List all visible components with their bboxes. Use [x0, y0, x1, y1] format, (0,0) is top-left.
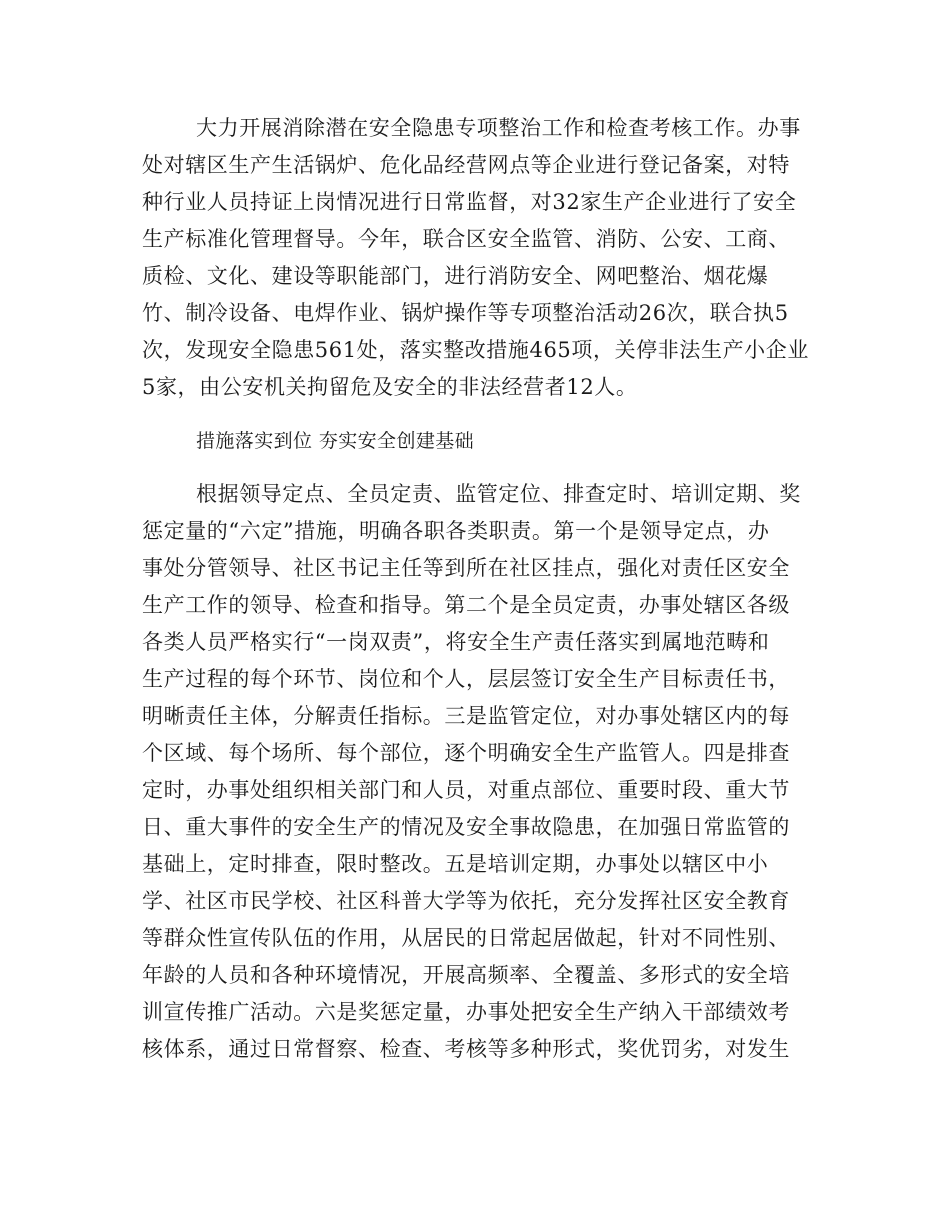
paragraph-1-line-7: 次，发现安全隐患561处，落实整改措施465项，关停非法生产小企业 — [142, 338, 809, 362]
paragraph-2-line-3: 事处分管领导、社区书记主任等到所在社区挂点，强化对责任区安全 — [142, 556, 790, 580]
paragraph-2-line-4: 生产工作的领导、检查和指导。第二个是全员定责，办事处辖区各级 — [142, 593, 790, 617]
paragraph-2-line-16: 核体系，通过日常督察、检查、考核等多种形式，奖优罚劣，对发生 — [142, 1037, 790, 1061]
paragraph-2-line-14: 年龄的人员和各种环境情况，开展高频率、全覆盖、多形式的安全培 — [142, 963, 790, 987]
paragraph-2-line-12: 学、社区市民学校、社区科普大学等为依托，充分发挥社区安全教育 — [142, 889, 790, 913]
paragraph-1-line-6: 竹、制冷设备、电焊作业、锅炉操作等专项整治活动26次，联合执5 — [142, 301, 789, 325]
paragraph-2-line-15: 训宣传推广活动。六是奖惩定量，办事处把安全生产纳入干部绩效考 — [142, 1000, 790, 1024]
paragraph-1-line-3: 种行业人员持证上岗情况进行日常监督，对32家生产企业进行了安全 — [142, 190, 797, 214]
paragraph-2-line-1: 根据领导定点、全员定责、监管定位、排查定时、培训定期、奖 — [196, 482, 801, 506]
paragraph-2-line-8: 个区域、每个场所、每个部位，逐个明确安全生产监管人。四是排查 — [142, 741, 790, 765]
paragraph-2-line-2: 惩定量的“六定”措施，明确各职各类职责。第一个是领导定点，办 — [142, 519, 770, 543]
paragraph-2-line-6: 生产过程的每个环节、岗位和个人，层层签订安全生产目标责任书， — [142, 667, 790, 691]
paragraph-1-line-5: 质检、文化、建设等职能部门，进行消防安全、网吧整治、烟花爆 — [142, 264, 769, 288]
paragraph-2-line-7: 明晰责任主体，分解责任指标。三是监管定位，对办事处辖区内的每 — [142, 704, 790, 728]
paragraph-1-line-4: 生产标准化管理督导。今年，联合区安全监管、消防、公安、工商、 — [142, 227, 790, 251]
paragraph-1-line-8: 5家，由公安机关拘留危及安全的非法经营者12人。 — [142, 375, 638, 399]
paragraph-2-line-11: 基础上，定时排查，限时整改。五是培训定期，办事处以辖区中小 — [142, 852, 769, 876]
paragraph-2-line-13: 等群众性宣传队伍的作用，从居民的日常起居做起，针对不同性别、 — [142, 926, 790, 950]
paragraph-1-line-1: 大力开展消除潜在安全隐患专项整治工作和检查考核工作。办事 — [196, 116, 801, 140]
paragraph-2-line-5: 各类人员严格实行“一岗双责”，将安全生产责任落实到属地范畴和 — [142, 630, 770, 654]
paragraph-1-line-2: 处对辖区生产生活锅炉、危化品经营网点等企业进行登记备案，对特 — [142, 153, 790, 177]
paragraph-2-line-10: 日、重大事件的安全生产的情况及安全事故隐患，在加强日常监管的 — [142, 815, 790, 839]
paragraph-2-line-9: 定时，办事处组织相关部门和人员，对重点部位、重要时段、重大节 — [142, 778, 790, 802]
section-heading: 措施落实到位 夯实安全创建基础 — [196, 430, 475, 452]
